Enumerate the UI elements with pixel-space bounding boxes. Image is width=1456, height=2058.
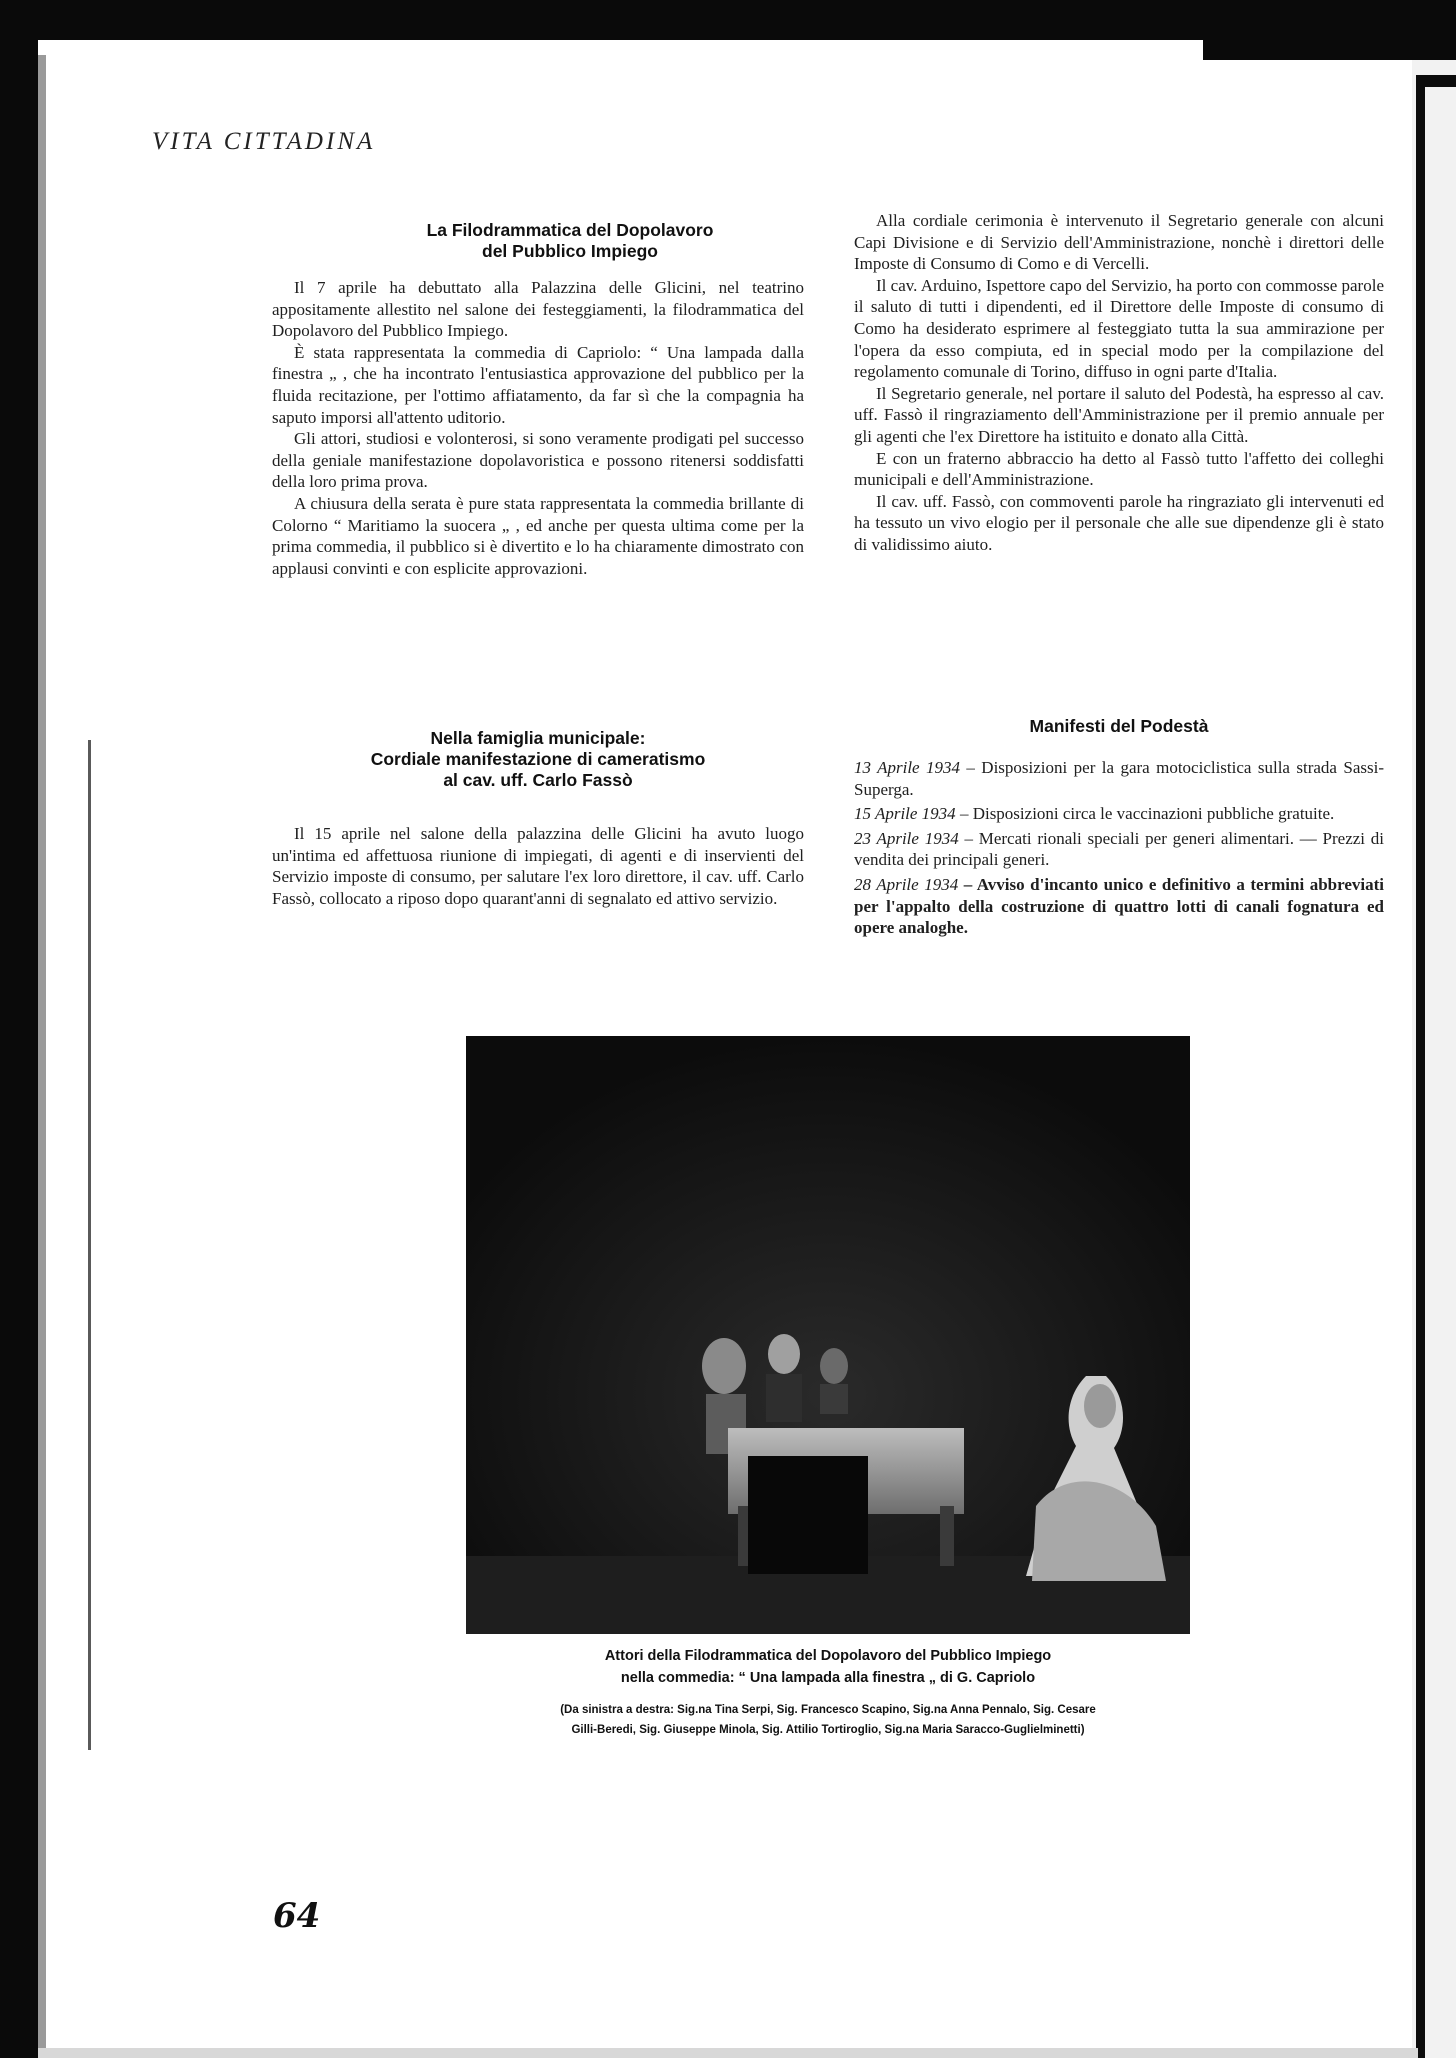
article1-body <box>272 277 804 579</box>
manifesti-date: 13 Aprile 1934 <box>854 758 960 777</box>
seated-figure-dark <box>748 1456 868 1574</box>
manifesti-item <box>854 828 1384 871</box>
article1-paragraph: Gli attori, studiosi e volonterosi, si sono veramente prodigati pel successo della geniale manifestazione dopolavoristica e possono ritenersi soddisfatti della loro prima prova. <box>272 429 804 492</box>
article1-title-line1: La Filodrammatica del Dopolavoro <box>426 220 714 240</box>
article2-body <box>272 823 804 909</box>
manifesti-item <box>854 757 1384 800</box>
article2-continued-paragraph: Il cav. uff. Fassò, con commoventi parole ha ringraziato gli intervenuti ed ha tessuto un vivo elogio per il personale che alle sue dipendenze gli è stato di validissimo aiuto. <box>854 491 1384 554</box>
scan-page-edge <box>38 55 46 2055</box>
scan-border-notch <box>1203 40 1456 60</box>
manifesti-item <box>854 874 1384 939</box>
photo-caption <box>466 1645 1190 1689</box>
manifesti-text: – Mercati rionali speciali per generi alimentari. — Prezzi di vendita dei principali generi. <box>854 828 1385 870</box>
running-head: VITA CITTADINA <box>152 128 376 155</box>
article2-continued-body <box>854 210 1384 556</box>
manifesti-date: 15 Aprile 1934 <box>854 804 956 824</box>
article1-paragraph: Il 7 aprile ha debuttato alla Palazzina delle Glicini, nel teatrino appositamente allestito nel salone dei festeggiamenti, la filodrammatica del Dopolavoro del Pubblico Impiego. <box>272 278 804 341</box>
manifesti-text: – Disposizioni per la gara motociclistica sulla strada Sassi-Superga. <box>854 758 1384 799</box>
article2-continued-paragraph: E con un fraterno abbraccio ha detto al Fassò tutto l'affetto dei colleghi municipali e dell'Amministrazione. <box>854 448 1384 490</box>
scan-border-top <box>0 0 1456 40</box>
article1-title <box>270 220 870 262</box>
article1-paragraph: È stata rappresentata la commedia di Capriolo: “ Una lampada dalla finestra „ , che ha incontrato l'entusiastica approvazione del pubblico per la fluida recitazione, per l'ottimo affiatamento, da far sì che la compagnia ha saputo imporsi all'attento uditorio. <box>272 342 804 427</box>
manifesti-date: 28 Aprile 1934 <box>854 874 959 894</box>
manifesti-item <box>854 803 1384 825</box>
article2-continued-paragraph: Il Segretario generale, nel portare il saluto del Podestà, ha espresso al cav. uff. Fassò il ringraziamento dell'Amministrazione per il premio annuale per gli agenti che l'ex Direttore ha istituito e donato alla Città. <box>854 383 1384 446</box>
manifesti-title-block <box>854 716 1384 737</box>
manifesti-text: – Disposizioni circa le vaccinazioni pubbliche gratuite. <box>959 804 1335 824</box>
scan-right-rule <box>1416 75 1425 2058</box>
figure-center <box>766 1334 802 1422</box>
article2-title-line2: Cordiale manifestazione di cameratismo <box>370 749 706 769</box>
article2-title <box>272 728 804 791</box>
scan-border-bottom <box>38 2048 1418 2058</box>
article2-title-line3: al cav. uff. Carlo Fassò <box>443 770 633 790</box>
article1-title-line2: del Pubblico Impiego <box>482 241 658 261</box>
photo-credits-line1: (Da sinistra a destra: Sig.na Tina Serpi, Sig. Francesco Scapino, Sig.na Anna Pennalo, Sig. Cesare <box>560 1704 1096 1716</box>
manifesti-list <box>854 757 1384 942</box>
photo-caption-line1: Attori della Filodrammatica del Dopolavoro del Pubblico Impiego <box>604 1648 1052 1664</box>
photo-caption-line2: nella commedia: “ Una lampada alla finestra „ di G. Capriolo <box>620 1670 1036 1686</box>
photo-credits <box>466 1700 1190 1740</box>
margin-rule <box>88 740 91 1750</box>
manifesti-date: 23 Aprile 1934 <box>854 828 959 848</box>
manifesti-text: – Avviso d'incanto unico e definitivo a termini abbreviati per l'appalto della costruzione di quattro lotti di canali fognatura ed opere analoghe. <box>854 874 1385 938</box>
article2-continued-paragraph: Alla cordiale cerimonia è intervenuto il Segretario generale con alcuni Capi Divisione e di Servizio dell'Amministrazione, nonchè i direttori delle Imposte di Consumo di Como e di Vercelli. <box>854 211 1384 274</box>
article2-title-line1: Nella famiglia municipale: <box>430 728 646 748</box>
scan-right-hook <box>1416 75 1456 87</box>
stage-photograph <box>466 1036 1190 1634</box>
photo-credits-line2: Gilli-Beredi, Sig. Giuseppe Minola, Sig. Attilio Tortiroglio, Sig.na Maria Saracco-Guglielminetti) <box>571 1724 1085 1736</box>
manifesti-title: Manifesti del Podestà <box>1029 716 1209 736</box>
article2-paragraph: Il 15 aprile nel salone della palazzina delle Glicini ha avuto luogo un'intima ed affettuosa riunione di impiegati, di agenti e di inservienti del Servizio imposte di consumo, per salutare l'ex loro direttore, il cav. uff. Carlo Fassò, collocato a riposo dopo quarant'anni di segnalato ed attivo servizio. <box>272 824 804 908</box>
scan-border-left <box>0 40 38 2058</box>
article1-paragraph: A chiusura della serata è pure stata rappresentata la commedia brillante di Colorno “ Maritiamo la suocera „ , ed anche per questa ultima come per la prima commedia, il pubblico si è divertito e lo ha chiaramente dimostrato con applausi convinti e con esplicite approvazioni. <box>272 493 804 578</box>
stage-scene-illustration <box>466 1036 1190 1634</box>
page-number: 64 <box>273 1896 321 1936</box>
article2-continued-paragraph: Il cav. Arduino, Ispettore capo del Servizio, ha porto con commosse parole il saluto di tutti i dipendenti, ed il Direttore delle Imposte di consumo di Como ha desiderato esprimere al festeggiato tutta la sua ammirazione per l'opera da esso compiuta, ed in special modo per la compilazione del regolamento comunale di Torino, diffuso in ogni parte d'Italia. <box>854 275 1384 382</box>
